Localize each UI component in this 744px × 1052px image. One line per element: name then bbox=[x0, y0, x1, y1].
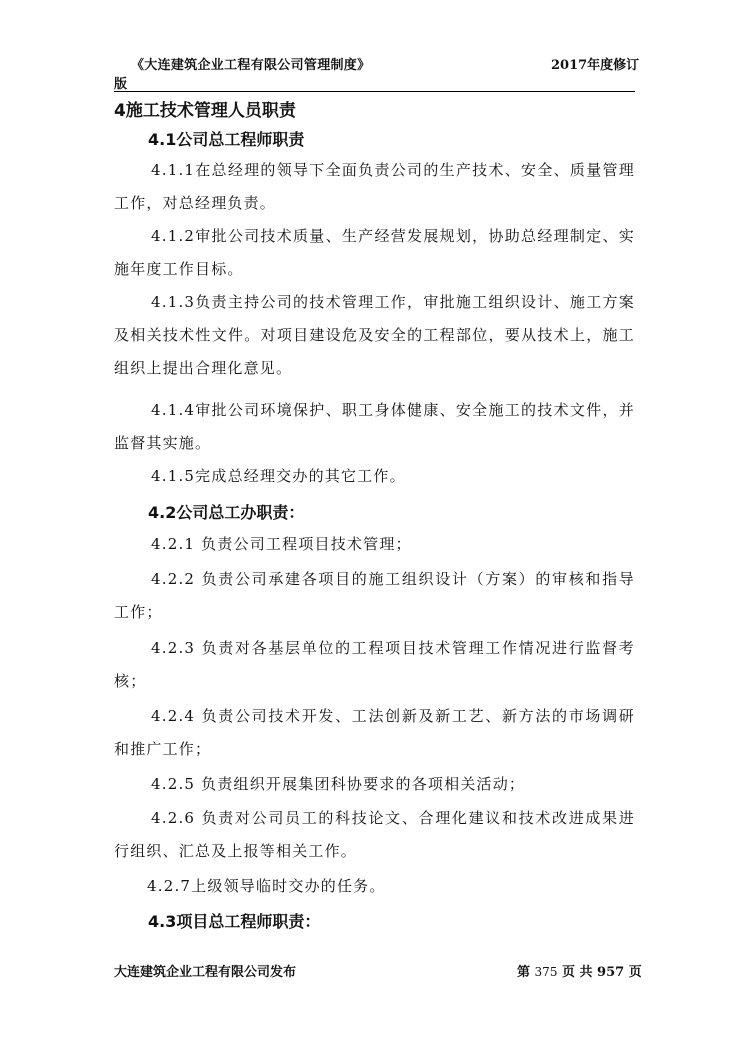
subsection-heading-4-3: 4.3项目总工程师职责： bbox=[148, 912, 321, 931]
paragraph-4-1-5: 4.1.5完成总经理交办的其它工作。 bbox=[151, 467, 406, 485]
header-revision: 2017年度修订 bbox=[551, 58, 640, 73]
header-revision-tail: 版 bbox=[114, 77, 128, 92]
header-rule bbox=[114, 91, 635, 92]
paragraph-4-2-4: 4.2.4 负责公司技术开发、工法创新及新工艺、新方法的市场调研和推广工作； bbox=[114, 707, 635, 758]
paragraph-4-2-6: 4.2.6 负责对公司员工的科技论文、合理化建议和技术改进成果进行组织、汇总及上报等相关工作。 bbox=[114, 809, 635, 860]
paragraph-4-1-2: 4.1.2审批公司技术质量、生产经营发展规划，协助总经理制定、实施年度工作目标。 bbox=[114, 227, 635, 278]
paragraph-4-1-1: 4.1.1在总经理的领导下全面负责公司的生产技术、安全、质量管理工作，对总经理负责。 bbox=[114, 161, 635, 212]
footer-page-indicator bbox=[517, 961, 642, 980]
section-heading: 4施工技术管理人员职责 bbox=[114, 101, 296, 121]
footer-page-mid: 页 共 bbox=[561, 965, 593, 980]
paragraph-4-1-4: 4.1.4审批公司环境保护、职工身体健康、安全施工的技术文件，并监督其实施。 bbox=[114, 401, 635, 452]
subsection-heading-4-2: 4.2公司总工办职责： bbox=[148, 503, 305, 522]
footer-page-suffix: 页 bbox=[628, 965, 642, 980]
footer-publisher: 大连建筑企业工程有限公司发布 bbox=[114, 965, 297, 980]
paragraph-4-2-5: 4.2.5 负责组织开展集团科协要求的各项相关活动； bbox=[151, 775, 526, 793]
paragraph-4-2-7: 4.2.7上级领导临时交办的任务。 bbox=[147, 877, 386, 895]
paragraph-4-2-1: 4.2.1 负责公司工程项目技术管理； bbox=[151, 535, 412, 553]
paragraph-4-2-3: 4.2.3 负责对各基层单位的工程项目技术管理工作情况进行监督考核； bbox=[114, 639, 635, 690]
paragraph-4-2-2: 4.2.2 负责公司承建各项目的施工组织设计（方案）的审核和指导工作； bbox=[114, 570, 635, 621]
footer-page-current: 375 bbox=[534, 965, 558, 979]
footer-page-prefix: 第 bbox=[517, 965, 531, 980]
subsection-heading-4-1: 4.1公司总工程师职责 bbox=[148, 130, 305, 149]
paragraph-4-1-3: 4.1.3负责主持公司的技术管理工作，审批施工组织设计、施工方案及相关技术性文件。对项目建设危及安全的工程部位，要从技术上，施工组织上提出合理化意见。 bbox=[114, 293, 635, 377]
footer-page-total: 957 bbox=[597, 965, 625, 980]
header-title: 《大连建筑企业工程有限公司管理制度》 bbox=[131, 58, 371, 73]
